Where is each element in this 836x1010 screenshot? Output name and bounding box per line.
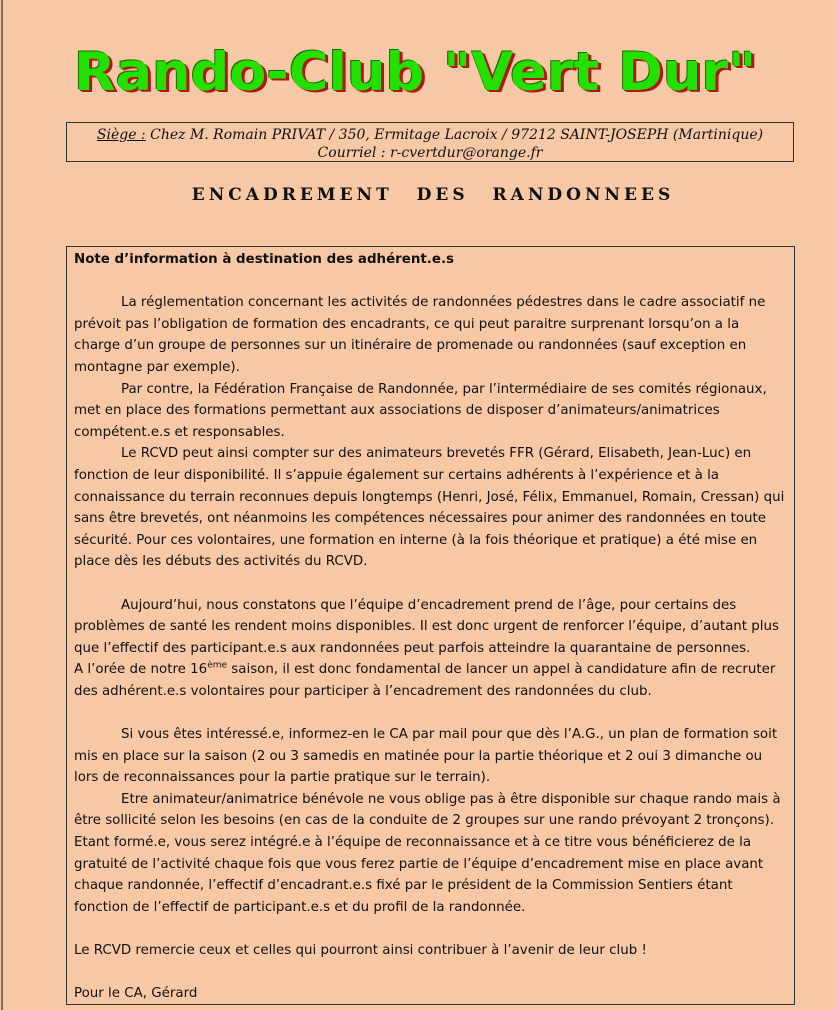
signature: Pour le CA, Gérard xyxy=(74,986,198,1002)
address-box xyxy=(66,122,794,162)
paragraph-thanks: Le RCVD remercie ceux et celles qui pourront ainsi contribuer à l’avenir de leur club ! xyxy=(74,943,647,958)
paragraph-federation: Par contre, la Fédération Française de Randonnée, par l’intermédiaire de ses comités régionaux, met en place des formations permettant aux associations de disposer d’animateurs/animatrices compétent.e.s et responsables. xyxy=(74,381,767,440)
season-superscript: ème xyxy=(207,660,228,671)
season-text-end: saison, il est donc fondamental de lancer un appel à candidature afin de recruter des adhérent.e.s volontaires pour participer à l’encadrement des randonnées du club. xyxy=(74,662,776,699)
paragraph-today: Aujourd’hui, nous constatons que l’équipe d’encadrement prend de l’âge, pour certains des problèmes de santé les rendent moins disponibles. Il est donc urgent de renforcer l’équipe, d’autant plus que l’effectif des participant.e.s aux randonnées peut parfois atteindre la quarantaine de personnes. xyxy=(74,597,779,656)
paragraph-animators: Le RCVD peut ainsi compter sur des animateurs brevetés FFR (Gérard, Elisabeth, Jean-Luc) en fonction de leur disponibilité. Il s’appuie également sur certains adhérents à l’expérience et à la connaissance du terrain reconnues depuis longtemps (Henri, José, Félix, Emmanuel, Romain, Cressan) qui sans être brevetés, ont néanmoins les compétences nécessaires pour animer des randonnées en toute sécurité. Pour ces volontaires, une formation en interne (à la fois théorique et pratique) a été mise en place dès les débuts des activités du RCVD. xyxy=(74,446,785,570)
document-title: ENCADREMENT DES RANDONNEES xyxy=(191,185,675,205)
paragraph-interested: Si vous êtes intéressé.e, informez-en le CA par mail pour que dès l’A.G., un plan de formation soit mis en place sur la saison (2 ou 3 samedis en matinée pour la partie théorique et 2 oui 3 dimanche ou lors de reconnaissances pour la partie pratique sur le terrain). xyxy=(74,727,778,786)
note-heading: Note d’information à destination des adhérent.e.s xyxy=(74,252,455,267)
spacer xyxy=(74,573,788,595)
siege-label: Siège : xyxy=(96,127,146,143)
spacer xyxy=(74,702,788,724)
address-text: Chez M. Romain PRIVAT / 350, Ermitage Lacroix / 97212 SAINT-JOSEPH (Martinique) xyxy=(150,127,764,143)
spacer xyxy=(74,271,788,293)
paragraph-volunteer: Etre animateur/animatrice bénévole ne vous oblige pas à être disponible sur chaque rando mais à être sollicité selon les besoins (en cas de la conduite de 2 groupes sur une rando prévoyant 2 tronçons). Etant formé.e, vous serez intégré.e à l’équipe de reconnaissance et à ce titre vous bénéficierez de la gratuité de l’activité chaque fois que vous ferez partie de l’équipe d’encadrement mise en place avant chaque randonnée, l’effectif d’encadrant.e.s fixé par le président de la Commission Sentiers étant fonction de l’effectif de participant.e.s et du profil de la randonnée. xyxy=(74,791,781,915)
spacer xyxy=(74,918,788,940)
spacer xyxy=(74,962,788,984)
address-line xyxy=(67,126,793,144)
paragraph-regulation: La réglementation concernant les activités de randonnées pédestres dans le cadre associatif ne prévoit pas l’obligation de formation des encadrants, ce qui peut paraitre surprenant lorsqu’on a la charge d’un groupe de personnes sur un itinéraire de promenade ou randonnées (sauf exception en montagne par exemple). xyxy=(74,295,766,375)
club-logo-title: Rando-Club "Vert Dur" xyxy=(74,42,757,103)
note-box xyxy=(66,246,795,1005)
email-line: Courriel : r-cvertdur@orange.fr xyxy=(317,145,543,161)
page-left-border xyxy=(1,0,3,1010)
season-text-start: A l’orée de notre 16 xyxy=(74,662,208,678)
paragraph-season xyxy=(74,659,788,702)
